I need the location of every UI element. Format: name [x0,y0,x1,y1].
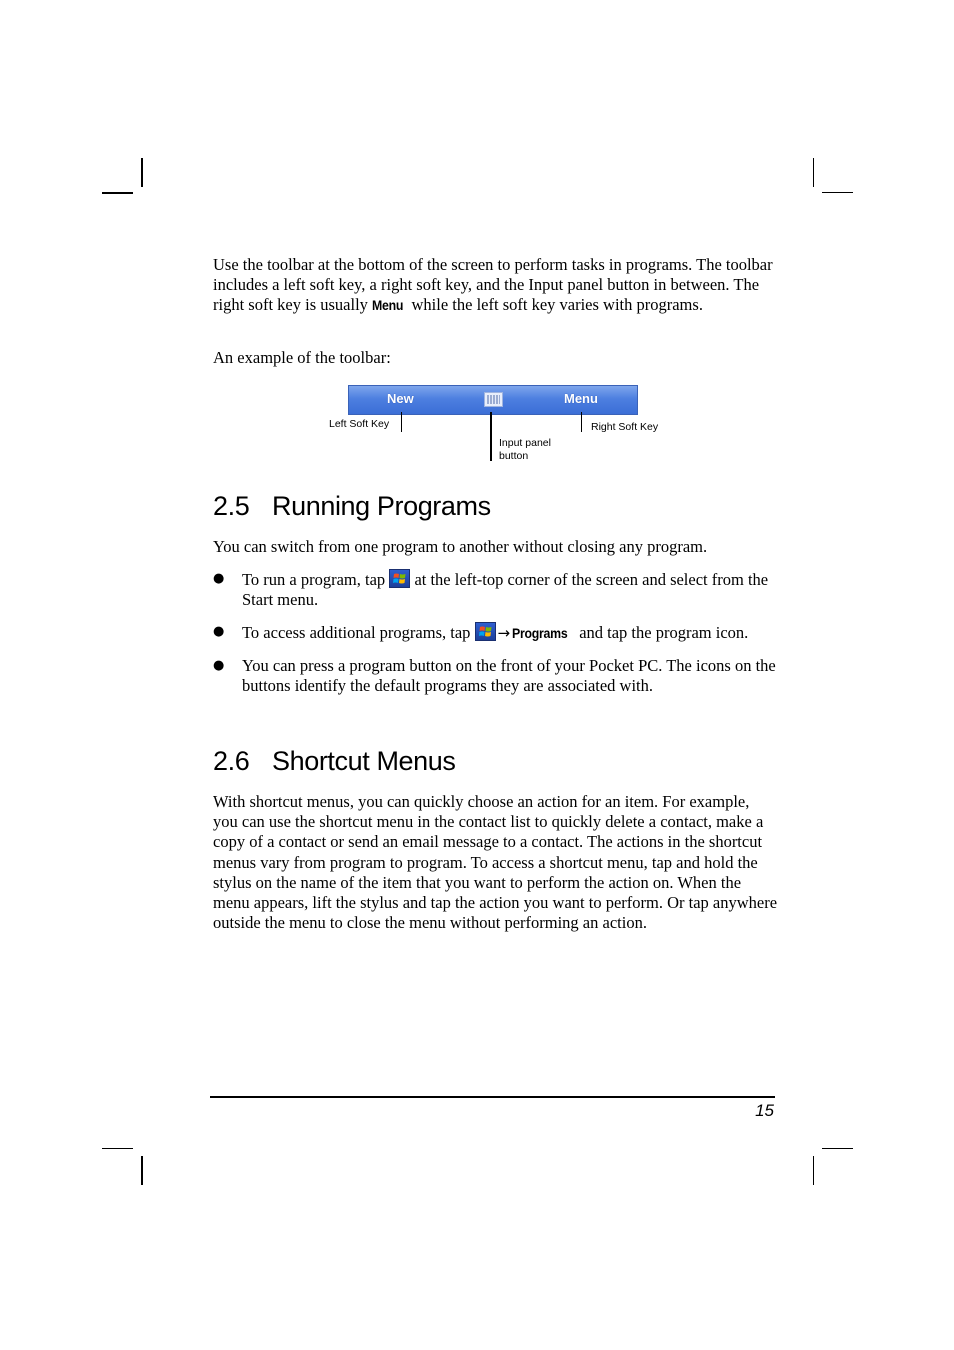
list-item: ● To access additional programs, tap → Programs and tap the program icon. [213,623,749,643]
section-2-6-body: With shortcut menus, you can quickly choose an action for an item. For example, you can use the shortcut menu in the contact list to quickly delete a contact, make a copy of a contact or send an email message to a contact. The actions in the shortcut menus vary from program to program. To access a shortcut menu, tap and hold the stylus on the name of the item that you want to perform the action on. When the menu appears, lift the stylus and tap the action you want to perform. Or tap anywhere outside the menu to close the menu without performing an action. [213,792,778,933]
crop-mark [141,1156,143,1185]
bullet-icon: ● [213,657,225,673]
windows-start-icon [475,622,496,641]
callout-input-panel: Input panel button [499,437,551,462]
menu-keyword: Menu [372,297,404,314]
crop-mark [102,192,133,194]
windows-start-icon [389,569,410,588]
left-soft-key-button: New [387,391,414,406]
bullet-icon: ● [213,624,225,640]
keyboard-icon [484,392,503,407]
list-item: ● To run a program, tap at the left-top corner of the screen and select from the Start menu. [213,570,769,610]
intro-paragraph: Use the toolbar at the bottom of the screen to perform tasks in programs. The toolbar includes a left soft key, a right soft key, and the Input panel button in between. The right soft key is usually Menu while the left soft key varies with programs. [213,255,773,315]
footer-rule [210,1096,775,1098]
callout-line-left [401,412,402,432]
bullet-icon: ● [213,571,225,586]
toolbar-example-caption: An example of the toolbar: [213,348,391,367]
callout-right-soft-key: Right Soft Key [591,421,659,433]
crop-mark [822,1148,853,1149]
section-heading-2-6: 2.6 Shortcut Menus [213,746,456,776]
running-programs-list [213,569,778,708]
programs-keyword: Programs [512,625,568,642]
list-item: ● You can press a program button on the front of your Pocket PC. The icons on the buttons identify the default programs they are associated with. [213,655,776,695]
section-heading-2-5: 2.5 Running Programs [213,491,491,521]
right-soft-key-button: Menu [564,391,598,406]
arrow-right-icon: → [497,624,511,643]
callout-line-right [581,412,582,432]
crop-mark [102,1148,133,1149]
crop-mark [822,192,853,193]
crop-mark [141,158,143,187]
crop-mark [813,1156,814,1185]
crop-mark [813,158,814,187]
toolbar-example-image [348,385,638,415]
callout-left-soft-key: Left Soft Key [329,418,390,430]
page-number: 15 [755,1101,774,1120]
callout-line-middle [490,412,492,461]
section-2-5-intro: You can switch from one program to another without closing any program. [213,537,708,556]
